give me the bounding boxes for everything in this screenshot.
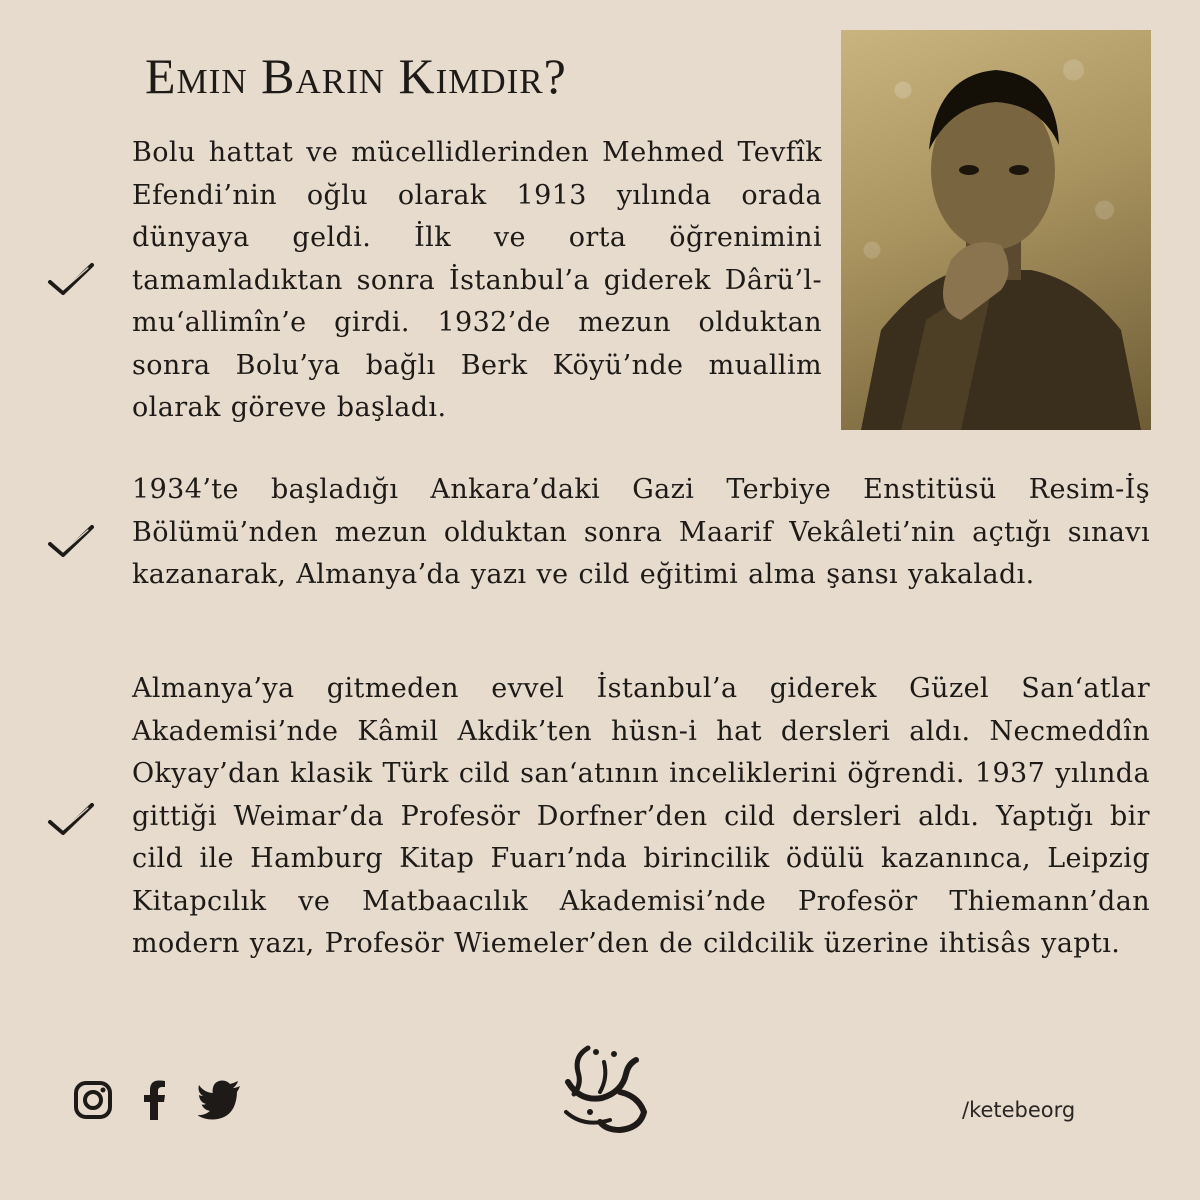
checkmark-icon xyxy=(46,802,96,838)
checkmark-icon xyxy=(46,262,96,298)
portrait-photo xyxy=(841,30,1151,430)
checkmark-icon xyxy=(46,524,96,560)
instagram-icon[interactable] xyxy=(73,1080,113,1120)
paragraph-early-life: Bolu hattat ve mücellidlerinden Mehmed Tevfîk Efendi’nin oğlu olarak 1913 yılında orada dünyaya geldi. İlk ve orta öğrenimini tamamladıktan sonra İstanbul’a giderek Dârü’l-mu‘allimîn’e girdi. 1932’de mezun olduktan sonra Bolu’ya bağlı Berk Köyü’nde muallim olarak göreve başladı. xyxy=(132,137,822,423)
paragraph-education: 1934’te başladığı Ankara’daki Gazi Terbiye Enstitüsü Resim-İş Bölümü’nden mezun olduktan sonra Maarif Vekâleti’nin açtığı sınavı kazanarak, Almanya’da yazı ve cild eğitimi alma şansı yakaladı. xyxy=(132,474,1150,590)
page-title: Emin Barın Kimdir? xyxy=(145,48,567,104)
twitter-icon[interactable] xyxy=(198,1080,242,1120)
paragraph-germany-training: Almanya’ya gitmeden evvel İstanbul’a giderek Güzel San‘atlar Akademisi’nde Kâmil Akdik’ten hüsn-i hat dersleri aldı. Necmeddîn Okyay’dan klasik Türk cild san‘atının inceliklerini öğrendi. 1937 yılında gittiği Weimar’da Profesör Dorfner’den cild dersleri aldı. Yaptığı bir cild ile Hamburg Kitap Fuarı’nda birincilik ödülü kazanınca, Leipzig Kitapcılık ve Matbaacılık Akademisi’nde Profesör Thiemann’dan modern yazı, Profesör Wiemeler’den de cildcilik üzerine ihtisâs yaptı. xyxy=(132,673,1150,959)
ketebe-logo xyxy=(560,1042,650,1134)
social-handle[interactable]: /ketebeorg xyxy=(962,1098,1076,1122)
facebook-icon[interactable] xyxy=(141,1080,167,1120)
